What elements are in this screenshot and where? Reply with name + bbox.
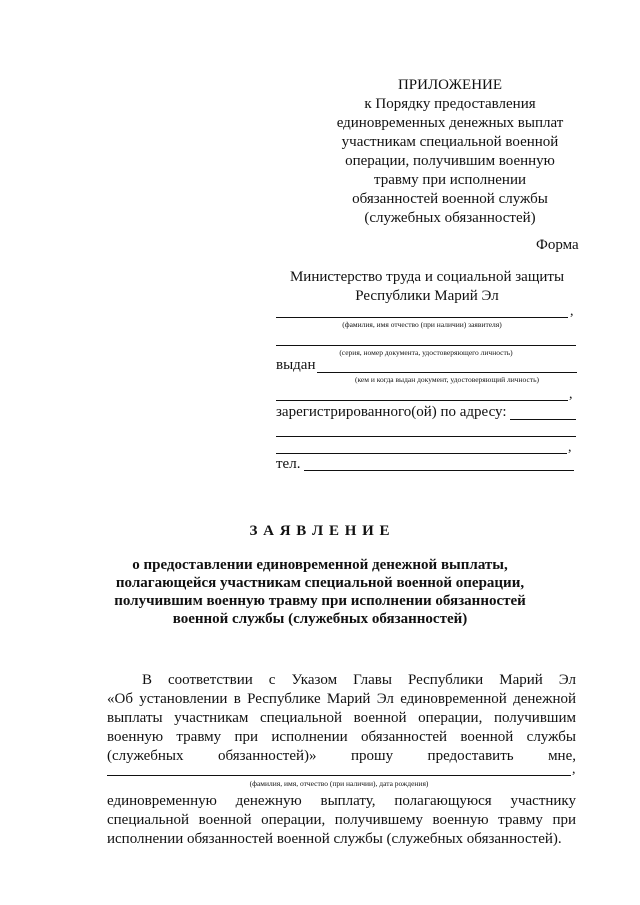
recipient-line[interactable] (107, 775, 571, 776)
appendix-line: обязанностей военной службы (352, 191, 548, 207)
comma: , (570, 304, 574, 319)
address-label: зарегистрированного(ой) по адресу: (276, 404, 507, 420)
statement-title: З А Я В Л Е Н И Е (249, 523, 391, 539)
comma: , (568, 440, 572, 455)
body-line: военную травму при исполнении обязанностей военной службы (107, 729, 576, 745)
addressee-line: Министерство труда и социальной защиты (289, 269, 565, 285)
document-number-line[interactable] (276, 345, 576, 346)
issued-label: выдан (276, 357, 316, 373)
body-line: (служебных обязанностей)» прошу предоставить мне, (107, 748, 576, 764)
body-after-line: единовременную денежную выплату, полагающуюся участнику (107, 793, 576, 809)
applicant-name-line[interactable] (276, 317, 568, 318)
appendix-line: единовременных денежных выплат (336, 115, 564, 131)
body-line: В соответствии с Указом Главы Республики Марий Эл (142, 672, 576, 688)
applicant-name-caption: (фамилия, имя отчество (при наличии) заявителя) (342, 320, 502, 329)
comma: , (572, 762, 576, 777)
issued-by-line[interactable] (317, 372, 577, 373)
appendix-title: ПРИЛОЖЕНИЕ (397, 77, 503, 93)
addressee-line: Республики Марий Эл (355, 288, 499, 304)
appendix-line: к Порядку предоставления (364, 96, 536, 112)
body-after-line: специальной военной операции, получившему военную травму при (107, 812, 576, 828)
form-label: Форма (536, 237, 579, 253)
comma: , (569, 387, 573, 402)
phone-line[interactable] (304, 470, 574, 471)
address-line-3[interactable] (276, 453, 567, 454)
appendix-line: (служебных обязанностей) (364, 210, 536, 226)
statement-subtitle: о предоставлении единовременной денежной выплаты, (132, 557, 508, 573)
statement-subtitle: военной службы (служебных обязанностей) (172, 611, 468, 627)
body-line: «Об установлении в Республике Марий Эл единовременной денежной (107, 691, 576, 707)
recipient-caption: (фамилия, имя, отчество (при наличии), дата рождения) (249, 779, 429, 788)
statement-subtitle: получившим военную травму при исполнении обязанностей (114, 593, 526, 609)
address-line[interactable] (510, 419, 576, 420)
body-after-line: исполнении обязанностей военной службы (служебных обязанностей). (107, 831, 562, 847)
issued-continuation-line[interactable] (276, 400, 568, 401)
appendix-line: травму при исполнении (373, 172, 527, 188)
appendix-line: операции, получившим военную (345, 153, 555, 169)
statement-subtitle: полагающейся участникам специальной военной операции, (115, 575, 525, 591)
appendix-line: участникам специальной военной (341, 134, 559, 150)
address-line-2[interactable] (276, 436, 576, 437)
issued-by-caption: (кем и когда выдан документ, удостоверяющий личность) (354, 375, 540, 384)
phone-label: тел. (276, 456, 301, 472)
document-number-caption: (серия, номер документа, удостоверяющего личность) (339, 348, 513, 357)
body-line: выплаты участникам специальной военной операции, получившим (107, 710, 576, 726)
